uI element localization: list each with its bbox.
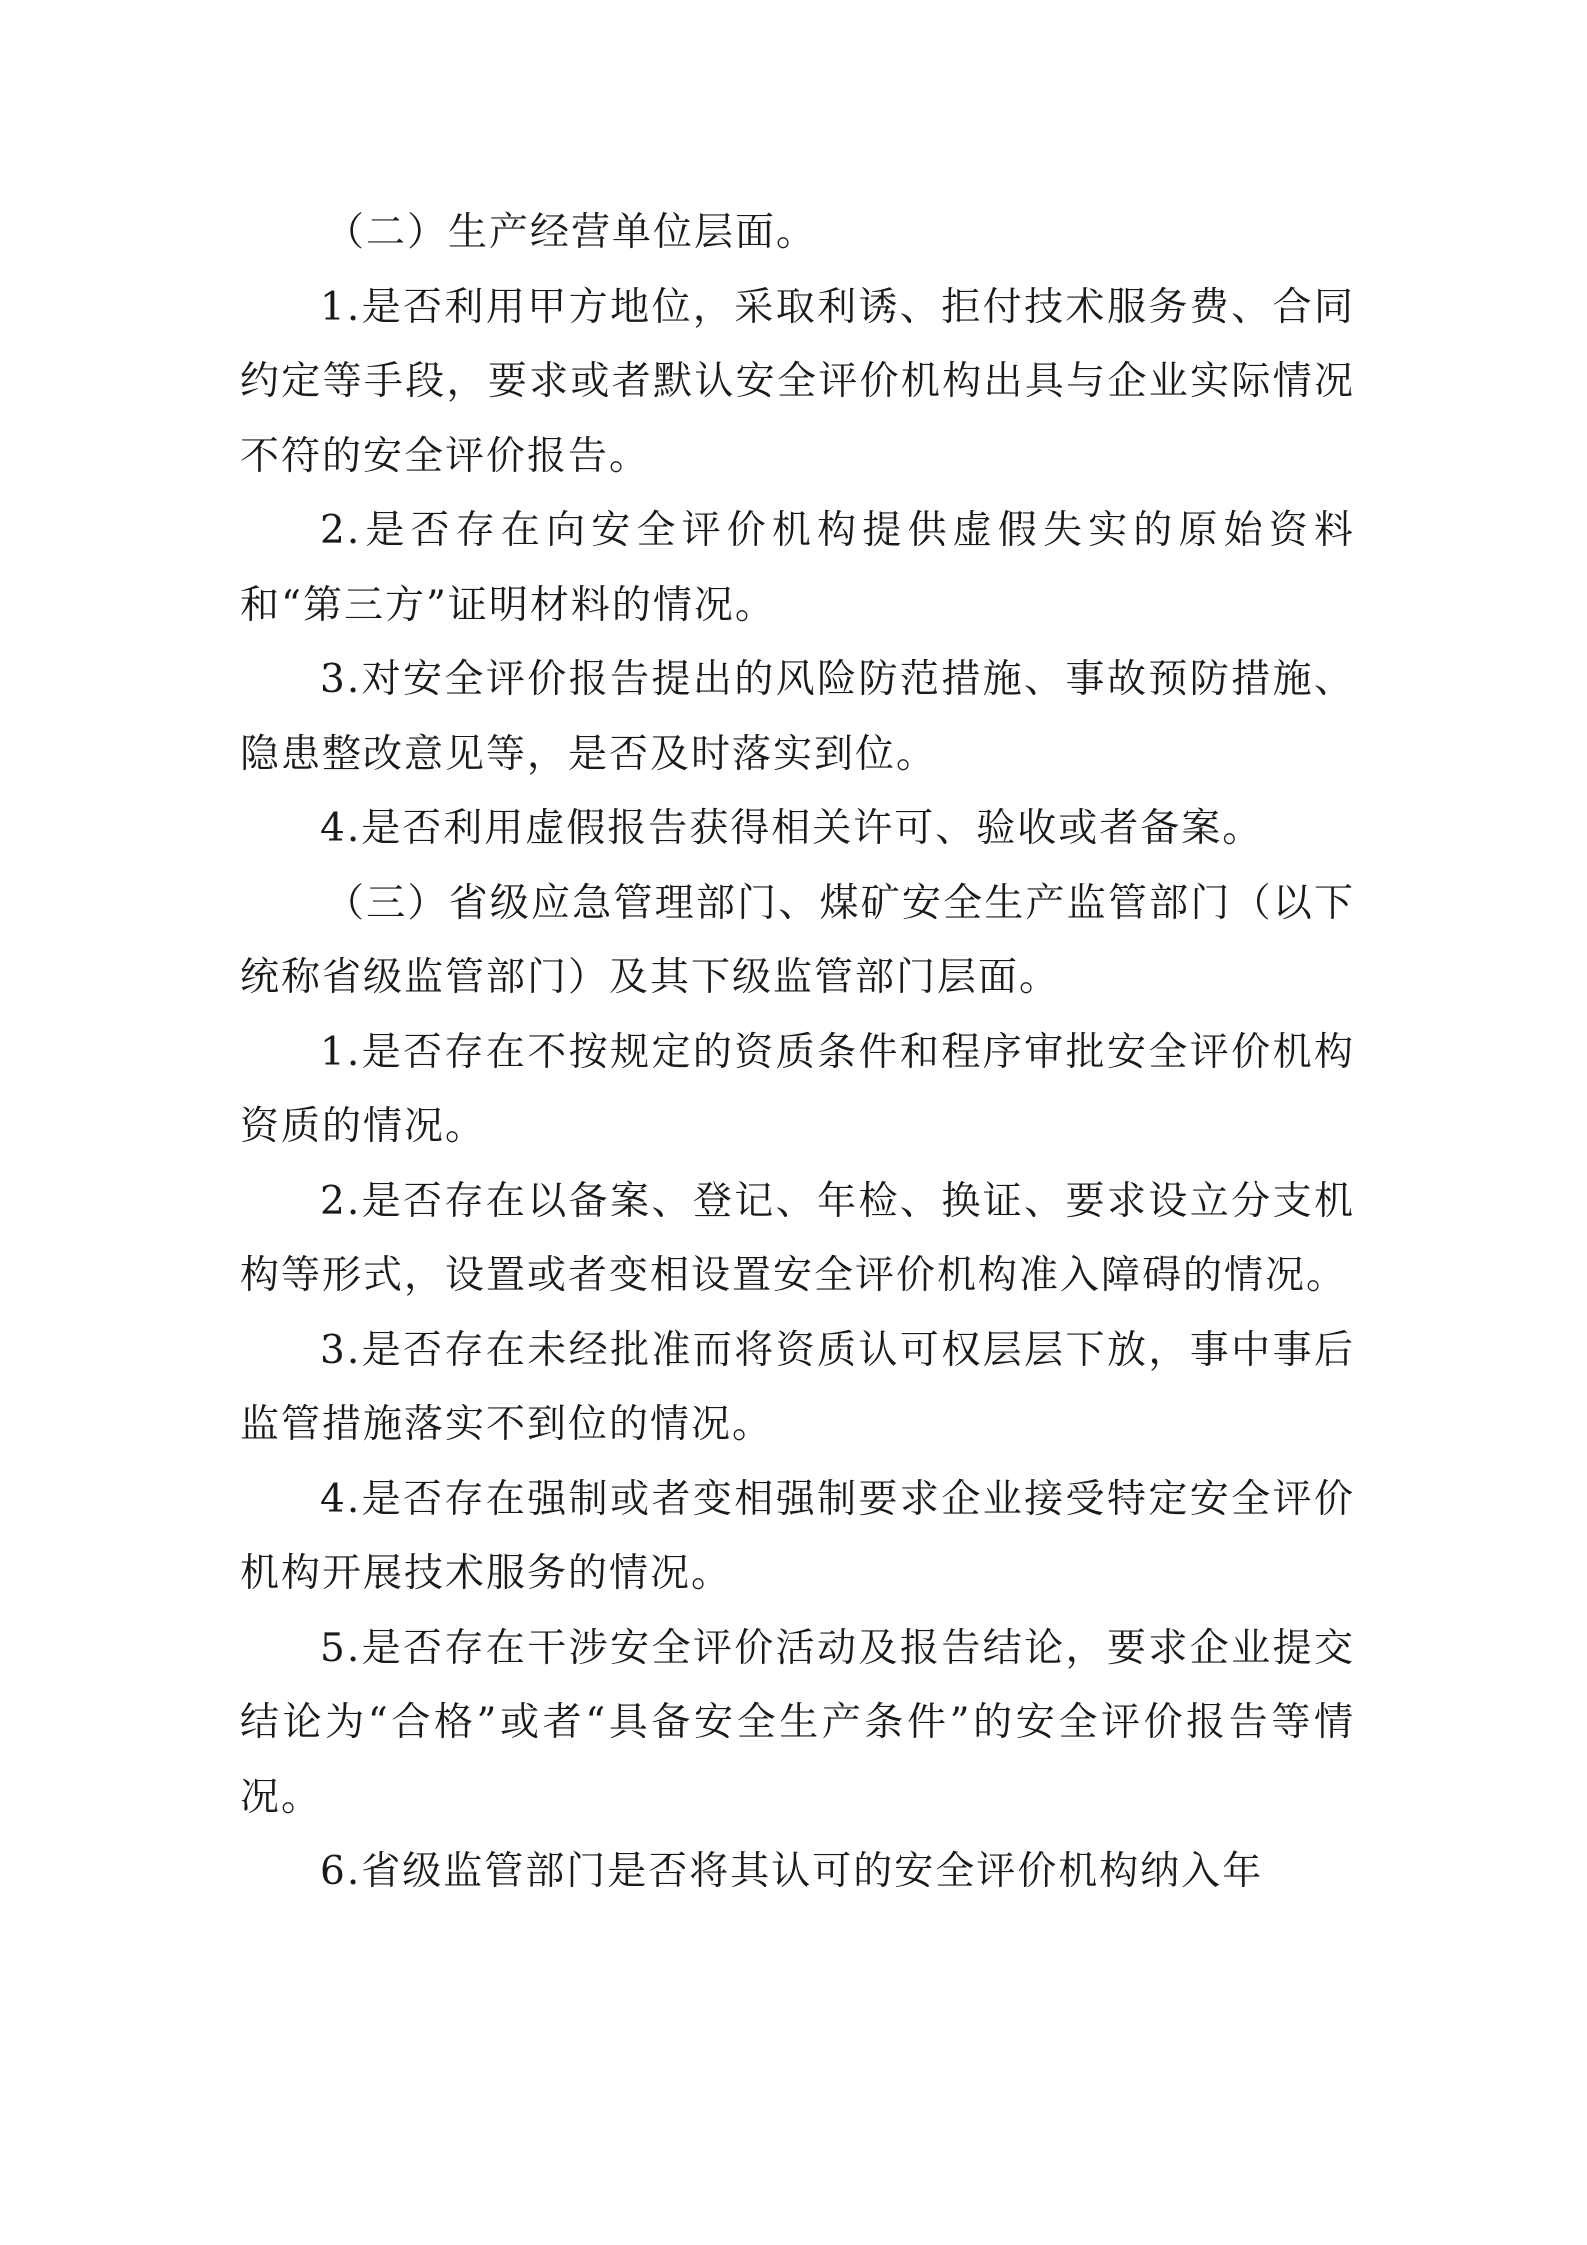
section-heading-2: （二）生产经营单位层面。: [325, 210, 818, 255]
paragraph-item: 2.是否存在向安全评价机构提供虚假失实的原始资料和“第三方”证明材料的情况。: [240, 508, 1355, 628]
paragraph-item: 3.对安全评价报告提出的风险防范措施、事故预防措施、隐患整改意见等，是否及时落实到位。: [240, 657, 1355, 777]
paragraph-item: 5.是否存在干涉安全评价活动及报告结论，要求企业提交结论为“合格”或者“具备安全生产条件”的安全评价报告等情况。: [240, 1625, 1355, 1820]
paragraph-item: 4.是否存在强制或者变相强制要求企业接受特定安全评价机构开展技术服务的情况。: [240, 1476, 1355, 1596]
paragraph-item: 2.是否存在以备案、登记、年检、换证、要求设立分支机构等形式，设置或者变相设置安全评价机构准入障碍的情况。: [240, 1178, 1355, 1298]
paragraph-item: 1.是否利用甲方地位，采取利诱、拒付技术服务费、合同约定等手段，要求或者默认安全评价机构出具与企业实际情况不符的安全评价报告。: [240, 284, 1355, 479]
document-body: [240, 196, 1355, 1910]
paragraph-item: 3.是否存在未经批准而将资质认可权层层下放，事中事后监管措施落实不到位的情况。: [240, 1327, 1355, 1447]
paragraph-item: 6.省级监管部门是否将其认可的安全评价机构纳入年: [320, 1849, 1264, 1894]
paragraph-item: 4.是否利用虚假报告获得相关许可、验收或者备案。: [320, 806, 1264, 851]
section-heading-3: （三）省级应急管理部门、煤矿安全生产监管部门（以下统称省级监管部门）及其下级监管部门层面。: [240, 880, 1355, 1000]
paragraph-item: 1.是否存在不按规定的资质条件和程序审批安全评价机构资质的情况。: [240, 1029, 1355, 1149]
